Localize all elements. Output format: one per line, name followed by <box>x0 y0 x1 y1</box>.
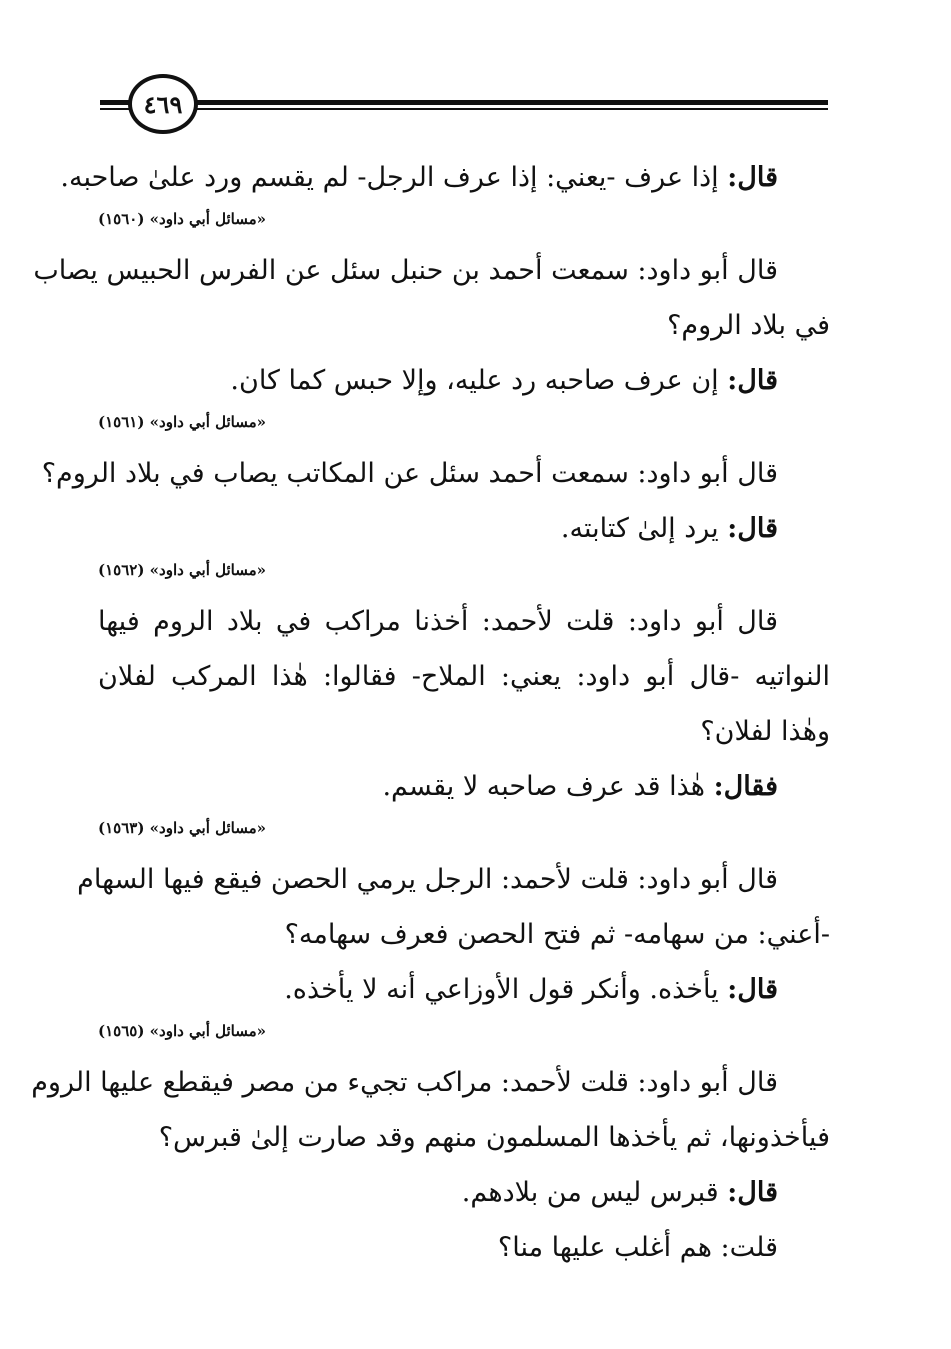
line-text: يرد إلىٰ كتابته. <box>560 513 728 544</box>
citation-reference: «مسائل أبي داود» (١٥٦٣) <box>98 819 266 837</box>
speaker-label: قال: <box>727 1177 778 1208</box>
citation-reference: «مسائل أبي داود» (١٥٦٥) <box>98 1022 266 1040</box>
text-block <box>31 1055 830 1275</box>
page-header <box>100 70 828 132</box>
text-line <box>31 1055 830 1110</box>
speaker-label: قال: <box>727 974 778 1005</box>
page-number: ٤٦٩ <box>128 74 198 134</box>
header-rule-thick <box>100 100 828 105</box>
line-text: قال أبو داود: سمعت أحمد سئل عن المكاتب يصاب في بلاد الروم؟ <box>41 458 778 489</box>
text-line <box>60 150 830 205</box>
citation-row <box>98 814 830 852</box>
text-line <box>98 353 830 408</box>
text-block <box>60 150 830 243</box>
line-text: قال أبو داود: قلت لأحمد: مراكب تجيء من مصر فيقطع عليها الروم <box>31 1067 778 1098</box>
text-line <box>98 1220 830 1275</box>
citation-row <box>98 408 830 446</box>
speaker-label: قال: <box>727 162 778 193</box>
text-line <box>98 1110 830 1165</box>
line-text: إذا عرف -يعني: إذا عرف الرجل- لم يقسم ورد علىٰ صاحبه. <box>60 162 728 193</box>
line-text: يأخذه. وأنكر قول الأوزاعي أنه لا يأخذه. <box>284 974 728 1005</box>
line-text: قبرس ليس من بلادهم. <box>461 1177 728 1208</box>
text-line <box>98 704 830 759</box>
citation-row <box>98 1017 830 1055</box>
line-text: وهٰذا لفلان؟ <box>700 716 830 747</box>
line-text: إن عرف صاحبه رد عليه، وإلا حبس كما كان. <box>230 365 728 396</box>
citation-reference: «مسائل أبي داود» (١٥٦١) <box>98 413 266 431</box>
line-text: هٰذا قد عرف صاحبه لا يقسم. <box>382 771 714 802</box>
line-text: -أعني: من سهامه- ثم فتح الحصن فعرف سهامه؟ <box>284 919 830 950</box>
text-block <box>77 852 830 1055</box>
speaker-label: قال: <box>727 513 778 544</box>
line-text: في بلاد الروم؟ <box>667 310 830 341</box>
line-text: فيأخذونها، ثم يأخذها المسلمون منهم وقد صارت إلىٰ قبرس؟ <box>158 1122 830 1153</box>
line-text: قال أبو داود: قلت لأحمد: الرجل يرمي الحصن فيقع فيها السهام <box>77 864 778 895</box>
line-text: قلت: هم أغلب عليها منا؟ <box>497 1232 778 1263</box>
text-line <box>98 298 830 353</box>
text-block <box>33 243 830 446</box>
line-text: قال أبو داود: قلت لأحمد: أخذنا مراكب في بلاد الروم فيها <box>98 606 778 637</box>
text-block <box>41 446 830 594</box>
text-block <box>98 594 830 852</box>
text-line <box>98 594 830 649</box>
speaker-label: قال: <box>727 365 778 396</box>
citation-row <box>98 556 830 594</box>
line-text: قال أبو داود: سمعت أحمد بن حنبل سئل عن الفرس الحبيس يصاب <box>33 255 778 286</box>
citation-reference: «مسائل أبي داود» (١٥٦٢) <box>98 561 266 579</box>
line-text: النواتيه -قال أبو داود: يعني: الملاح- فقالوا: هٰذا المركب لفلان <box>98 661 830 692</box>
page-body <box>31 150 830 1275</box>
header-rule-thin <box>100 108 828 110</box>
text-line <box>98 649 830 704</box>
text-line <box>33 243 830 298</box>
text-line <box>98 501 830 556</box>
text-line <box>77 852 830 907</box>
citation-row <box>98 205 830 243</box>
text-line <box>98 1165 830 1220</box>
speaker-label: فقال: <box>713 771 778 802</box>
text-line <box>98 907 830 962</box>
citation-reference: «مسائل أبي داود» (١٥٦٠) <box>98 210 266 228</box>
text-line <box>98 962 830 1017</box>
text-line <box>98 759 830 814</box>
text-line <box>41 446 830 501</box>
